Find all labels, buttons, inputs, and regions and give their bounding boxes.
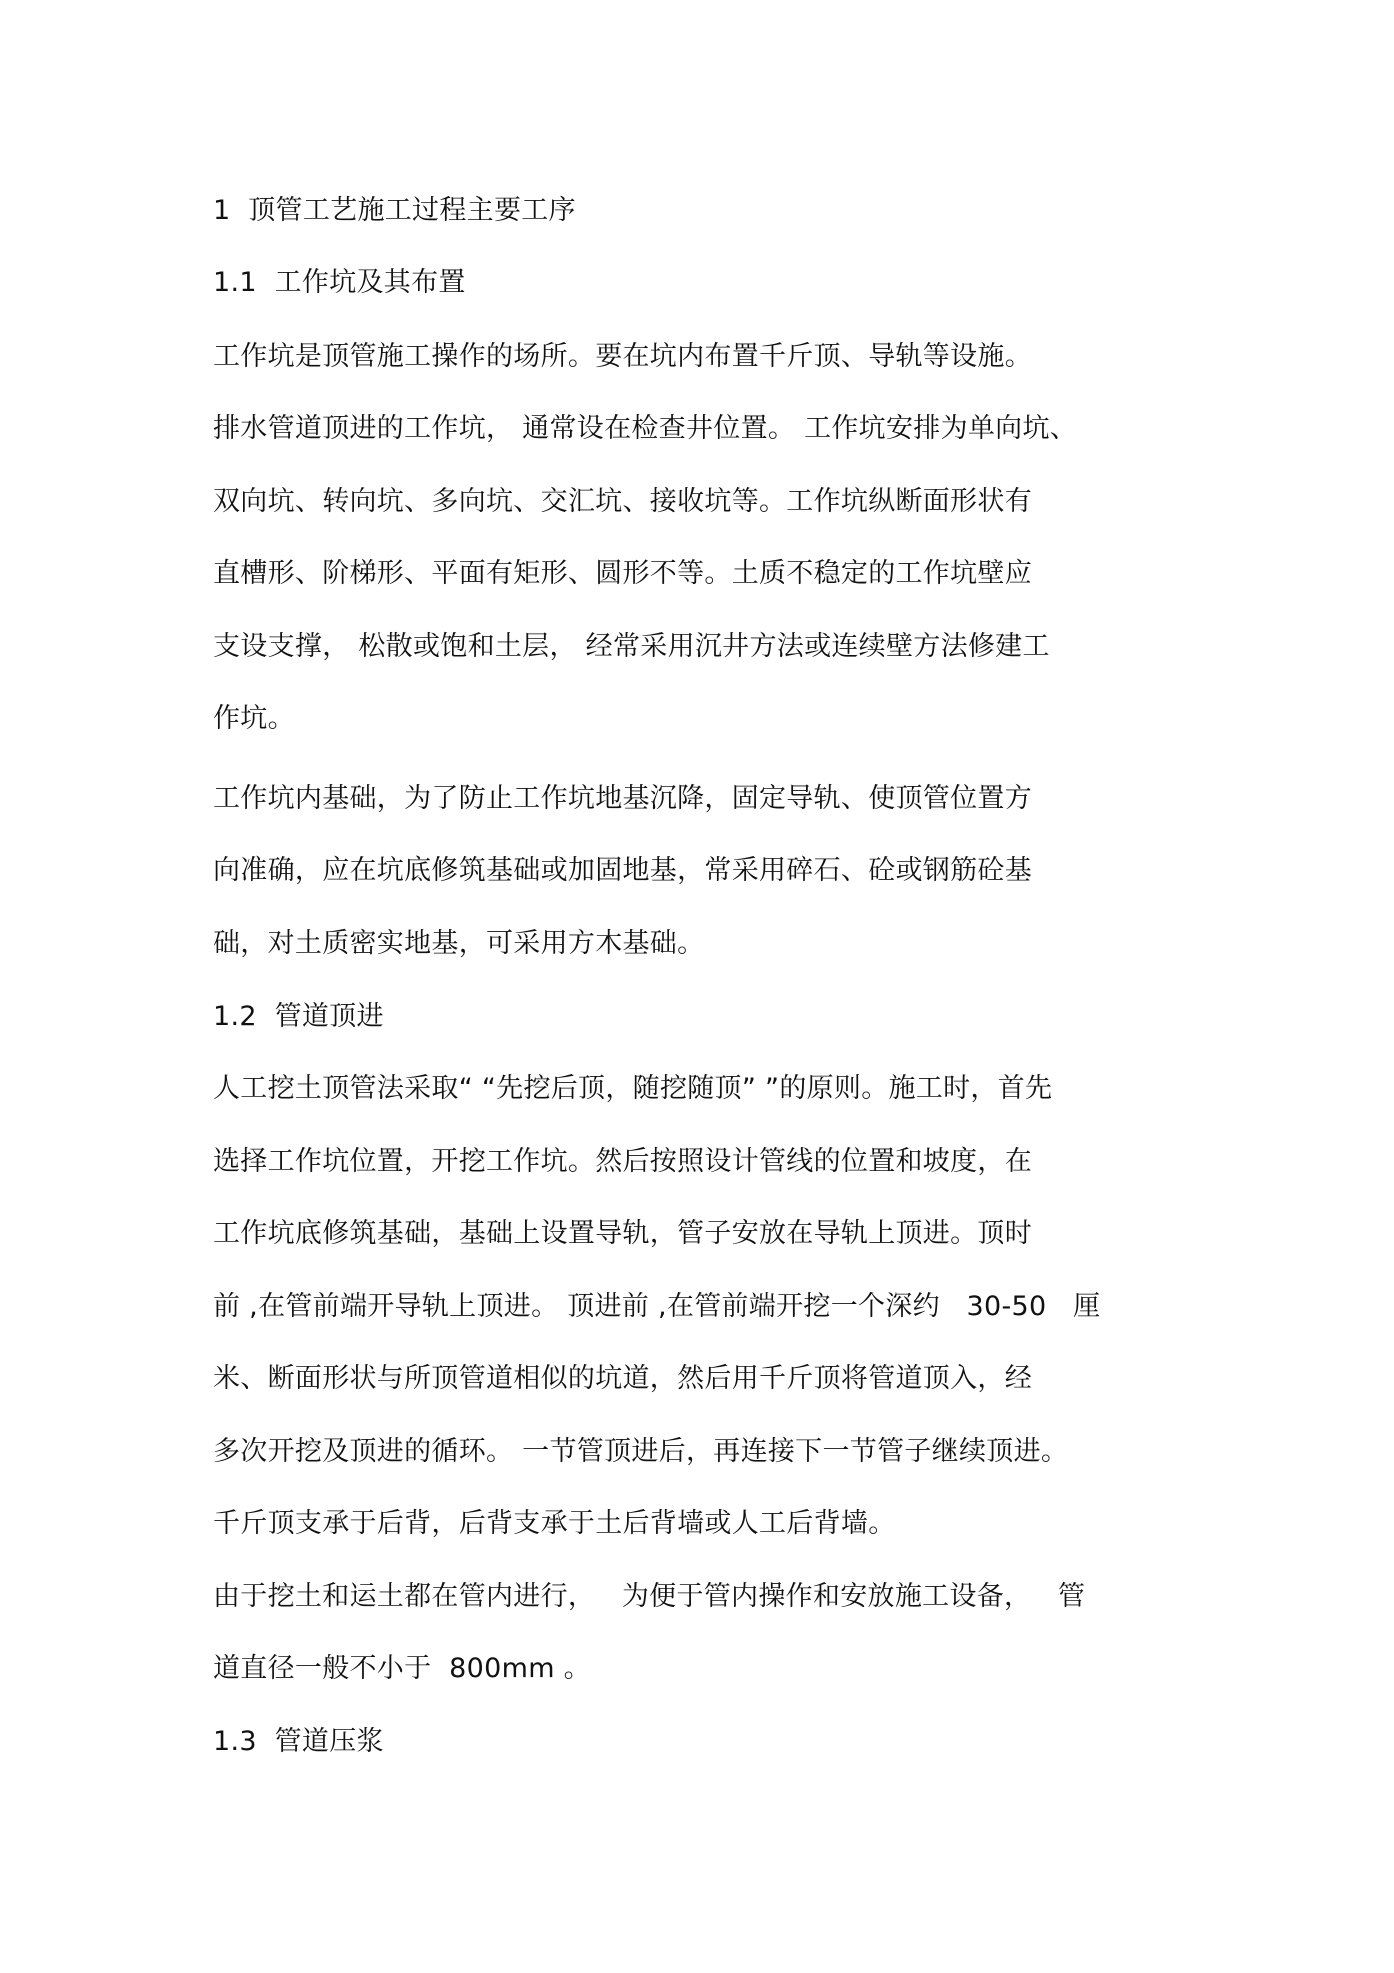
paragraph-line: 工作坑是顶管施工操作的场所。要在坑内布置千斤顶、导轨等设施。 <box>213 341 1032 372</box>
paragraph-line: 人工挖土顶管法采取“ “先挖后顶，随挖随顶” ”的原则。施工时，首先 <box>213 1073 1053 1104</box>
subsection-heading-1-2: 1.2 管道顶进 <box>213 1001 384 1032</box>
paragraph-line: 向准确，应在坑底修筑基础或加固地基，常采用碎石、砼或钢筋砼基 <box>213 855 1032 886</box>
paragraph-line: 双向坑、转向坑、多向坑、交汇坑、接收坑等。工作坑纵断面形状有 <box>213 486 1032 517</box>
paragraph-line: 选择工作坑位置，开挖工作坑。然后按照设计管线的位置和坡度，在 <box>213 1146 1032 1177</box>
paragraph-line: 多次开挖及顶进的循环。 一节管顶进后，再连接下一节管子继续顶进。 <box>213 1436 1069 1467</box>
paragraph-line: 由于挖土和运土都在管内进行， 为便于管内操作和安放施工设备， 管 <box>213 1581 1086 1612</box>
paragraph-line: 础，对土质密实地基，可采用方木基础。 <box>213 928 705 959</box>
paragraph-line: 道直径一般不小于 800mm 。 <box>213 1653 591 1684</box>
paragraph-line: 排水管道顶进的工作坑， 通常设在检查井位置。 工作坑安排为单向坑、 <box>213 413 1078 444</box>
paragraph-line: 前 ,在管前端开导轨上顶进。 顶进前 ,在管前端开挖一个深约 30-50 厘 <box>213 1291 1101 1322</box>
paragraph-line: 作坑。 <box>213 703 295 734</box>
section-heading-1: 1 顶管工艺施工过程主要工序 <box>213 195 576 226</box>
paragraph-line: 米、断面形状与所顶管道相似的坑道，然后用千斤顶将管道顶入，经 <box>213 1363 1032 1394</box>
paragraph-line: 千斤顶支承于后背，后背支承于土后背墙或人工后背墙。 <box>213 1508 896 1539</box>
paragraph-line: 工作坑内基础，为了防止工作坑地基沉降，固定导轨、使顶管位置方 <box>213 783 1032 814</box>
subsection-heading-1-1: 1.1 工作坑及其布置 <box>213 267 466 298</box>
paragraph-line: 直槽形、阶梯形、平面有矩形、圆形不等。土质不稳定的工作坑壁应 <box>213 558 1032 589</box>
paragraph-line: 工作坑底修筑基础，基础上设置导轨，管子安放在导轨上顶进。顶时 <box>213 1218 1032 1249</box>
paragraph-line: 支设支撑， 松散或饱和土层， 经常采用沉井方法或连续壁方法修建工 <box>213 631 1050 662</box>
subsection-heading-1-3: 1.3 管道压浆 <box>213 1726 384 1757</box>
